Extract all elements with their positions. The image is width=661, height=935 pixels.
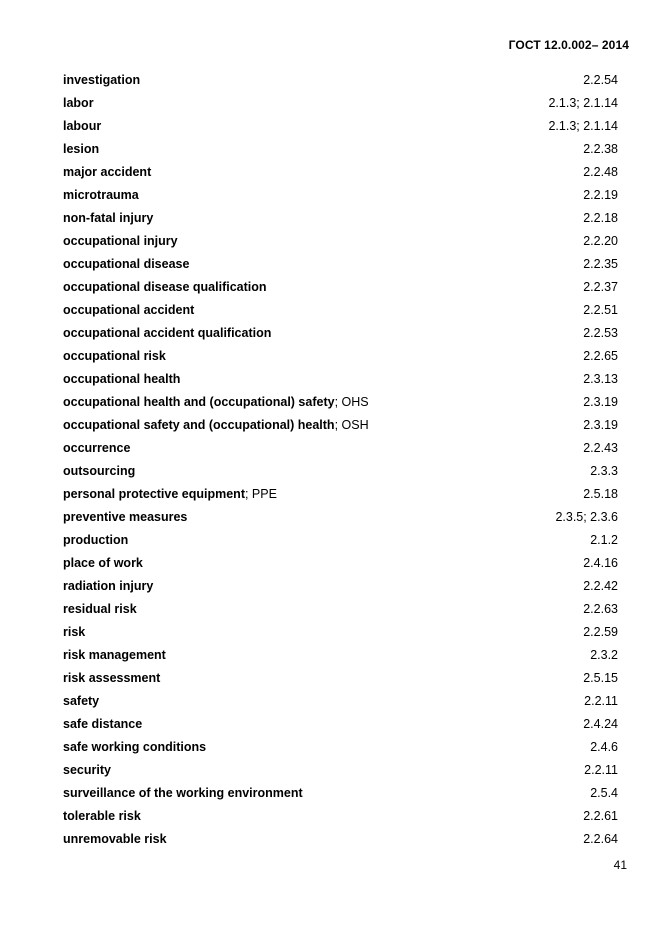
- entry-term-group: [63, 69, 140, 92]
- entry-term: occupational accident: [63, 303, 195, 317]
- index-entry: [63, 92, 618, 115]
- index-entry: [63, 460, 618, 483]
- entry-term: risk assessment: [63, 671, 161, 685]
- index-entry: [63, 552, 618, 575]
- entry-term: occupational risk: [63, 349, 166, 363]
- index-entry: [63, 782, 618, 805]
- entry-term-group: [63, 529, 128, 552]
- entry-reference: 2.2.38: [583, 142, 618, 156]
- entry-term: occupational disease: [63, 257, 190, 271]
- entry-reference: 2.3.3: [590, 464, 618, 478]
- entry-reference: 2.1.2: [590, 533, 618, 547]
- index-entry: [63, 69, 618, 92]
- entry-reference: 2.2.20: [583, 234, 618, 248]
- entry-reference: 2.2.37: [583, 280, 618, 294]
- entry-term-group: [63, 736, 206, 759]
- entry-term-group: [63, 322, 271, 345]
- entry-term: microtrauma: [63, 188, 139, 202]
- page-header: ГОСТ 12.0.002– 2014: [508, 38, 629, 52]
- entry-term-group: [63, 713, 142, 736]
- index-entry: [63, 598, 618, 621]
- entry-reference: 2.2.65: [583, 349, 618, 363]
- entry-term-group: [63, 414, 369, 437]
- entry-term-group: [63, 345, 166, 368]
- entry-reference: 2.3.5; 2.3.6: [555, 510, 618, 524]
- index-entry: [63, 322, 618, 345]
- term-index-list: [63, 69, 618, 851]
- entry-reference: 2.4.24: [583, 717, 618, 731]
- entry-term: safety: [63, 694, 100, 708]
- entry-reference: 2.3.2: [590, 648, 618, 662]
- entry-term-group: [63, 621, 85, 644]
- entry-term-group: [63, 92, 94, 115]
- index-entry: [63, 276, 618, 299]
- entry-term-group: [63, 575, 153, 598]
- index-entry: [63, 690, 618, 713]
- entry-term: safe distance: [63, 717, 143, 731]
- entry-reference: 2.2.42: [583, 579, 618, 593]
- entry-term: risk: [63, 625, 86, 639]
- index-entry: [63, 644, 618, 667]
- index-entry: [63, 115, 618, 138]
- entry-reference: 2.2.59: [583, 625, 618, 639]
- entry-term: surveillance of the working environment: [63, 786, 303, 800]
- entry-term-group: [63, 828, 167, 851]
- entry-term-group: [63, 437, 130, 460]
- entry-reference: 2.2.11: [584, 763, 618, 777]
- index-entry: [63, 207, 618, 230]
- entry-term: investigation: [63, 73, 141, 87]
- index-entry: [63, 506, 618, 529]
- entry-reference: 2.2.54: [583, 73, 618, 87]
- entry-reference: 2.2.18: [583, 211, 618, 225]
- entry-term: safe working conditions: [63, 740, 207, 754]
- index-entry: [63, 230, 618, 253]
- entry-reference: 2.3.13: [583, 372, 618, 386]
- page-number: 41: [613, 858, 627, 872]
- entry-term-group: [63, 299, 194, 322]
- index-entry: [63, 667, 618, 690]
- entry-abbreviation: ; OSH: [334, 418, 369, 432]
- entry-reference: 2.5.15: [583, 671, 618, 685]
- entry-reference: 2.1.3; 2.1.14: [548, 96, 618, 110]
- entry-term: production: [63, 533, 129, 547]
- index-entry: [63, 299, 618, 322]
- entry-reference: 2.5.18: [583, 487, 618, 501]
- entry-reference: 2.4.6: [590, 740, 618, 754]
- entry-term: occupational accident qualification: [63, 326, 272, 340]
- entry-term: security: [63, 763, 111, 777]
- entry-term-group: [63, 391, 369, 414]
- entry-term-group: [63, 207, 153, 230]
- index-entry: [63, 621, 618, 644]
- entry-term: personal protective equipment: [63, 487, 245, 501]
- index-entry: [63, 414, 618, 437]
- index-entry: [63, 736, 618, 759]
- entry-term-group: [63, 230, 178, 253]
- entry-reference: 2.2.61: [583, 809, 618, 823]
- entry-abbreviation: ; PPE: [244, 487, 277, 501]
- index-entry: [63, 483, 618, 506]
- entry-term-group: [63, 552, 143, 575]
- entry-term: tolerable risk: [63, 809, 141, 823]
- entry-term: occupational injury: [63, 234, 178, 248]
- entry-term: risk management: [63, 648, 166, 662]
- entry-term: unremovable risk: [63, 832, 167, 846]
- entry-reference: 2.2.11: [584, 694, 618, 708]
- entry-term-group: [63, 115, 101, 138]
- entry-term: labour: [63, 119, 102, 133]
- entry-term: labor: [63, 96, 94, 110]
- index-entry: [63, 184, 618, 207]
- entry-term-group: [63, 644, 166, 667]
- entry-reference: 2.4.16: [583, 556, 618, 570]
- entry-reference: 2.2.43: [583, 441, 618, 455]
- entry-term-group: [63, 184, 139, 207]
- entry-reference: 2.3.19: [583, 395, 618, 409]
- entry-term-group: [63, 805, 141, 828]
- entry-reference: 2.2.64: [583, 832, 618, 846]
- entry-reference: 2.1.3; 2.1.14: [548, 119, 618, 133]
- entry-reference: 2.5.4: [590, 786, 618, 800]
- entry-reference: 2.2.35: [583, 257, 618, 271]
- entry-term: occupational health: [63, 372, 181, 386]
- index-entry: [63, 713, 618, 736]
- entry-reference: 2.2.51: [583, 303, 618, 317]
- entry-term-group: [63, 506, 187, 529]
- entry-term: outsourcing: [63, 464, 136, 478]
- entry-term-group: [63, 161, 151, 184]
- index-entry: [63, 161, 618, 184]
- index-entry: [63, 138, 618, 161]
- entry-term: place of work: [63, 556, 143, 570]
- entry-term-group: [63, 782, 303, 805]
- index-entry: [63, 253, 618, 276]
- entry-reference: 2.2.19: [583, 188, 618, 202]
- entry-term-group: [63, 276, 267, 299]
- index-entry: [63, 759, 618, 782]
- entry-term-group: [63, 483, 277, 506]
- entry-term-group: [63, 138, 99, 161]
- entry-term: residual risk: [63, 602, 137, 616]
- entry-term: lesion: [63, 142, 100, 156]
- entry-term: occupational health and (occupational) safety: [63, 395, 335, 409]
- entry-term-group: [63, 667, 160, 690]
- entry-term: occupational safety and (occupational) health: [63, 418, 335, 432]
- entry-term: radiation injury: [63, 579, 154, 593]
- entry-term: non-fatal injury: [63, 211, 154, 225]
- index-entry: [63, 391, 618, 414]
- index-entry: [63, 805, 618, 828]
- index-entry: [63, 368, 618, 391]
- entry-term: occurrence: [63, 441, 131, 455]
- entry-reference: 2.2.63: [583, 602, 618, 616]
- entry-term: preventive measures: [63, 510, 188, 524]
- entry-term: major accident: [63, 165, 152, 179]
- entry-term-group: [63, 598, 137, 621]
- entry-term-group: [63, 253, 189, 276]
- entry-reference: 2.3.19: [583, 418, 618, 432]
- entry-reference: 2.2.53: [583, 326, 618, 340]
- entry-term: occupational disease qualification: [63, 280, 267, 294]
- entry-abbreviation: ; OHS: [334, 395, 369, 409]
- entry-reference: 2.2.48: [583, 165, 618, 179]
- index-entry: [63, 345, 618, 368]
- entry-term-group: [63, 460, 135, 483]
- entry-term-group: [63, 759, 111, 782]
- index-entry: [63, 529, 618, 552]
- index-entry: [63, 437, 618, 460]
- index-entry: [63, 828, 618, 851]
- entry-term-group: [63, 368, 180, 391]
- entry-term-group: [63, 690, 99, 713]
- index-entry: [63, 575, 618, 598]
